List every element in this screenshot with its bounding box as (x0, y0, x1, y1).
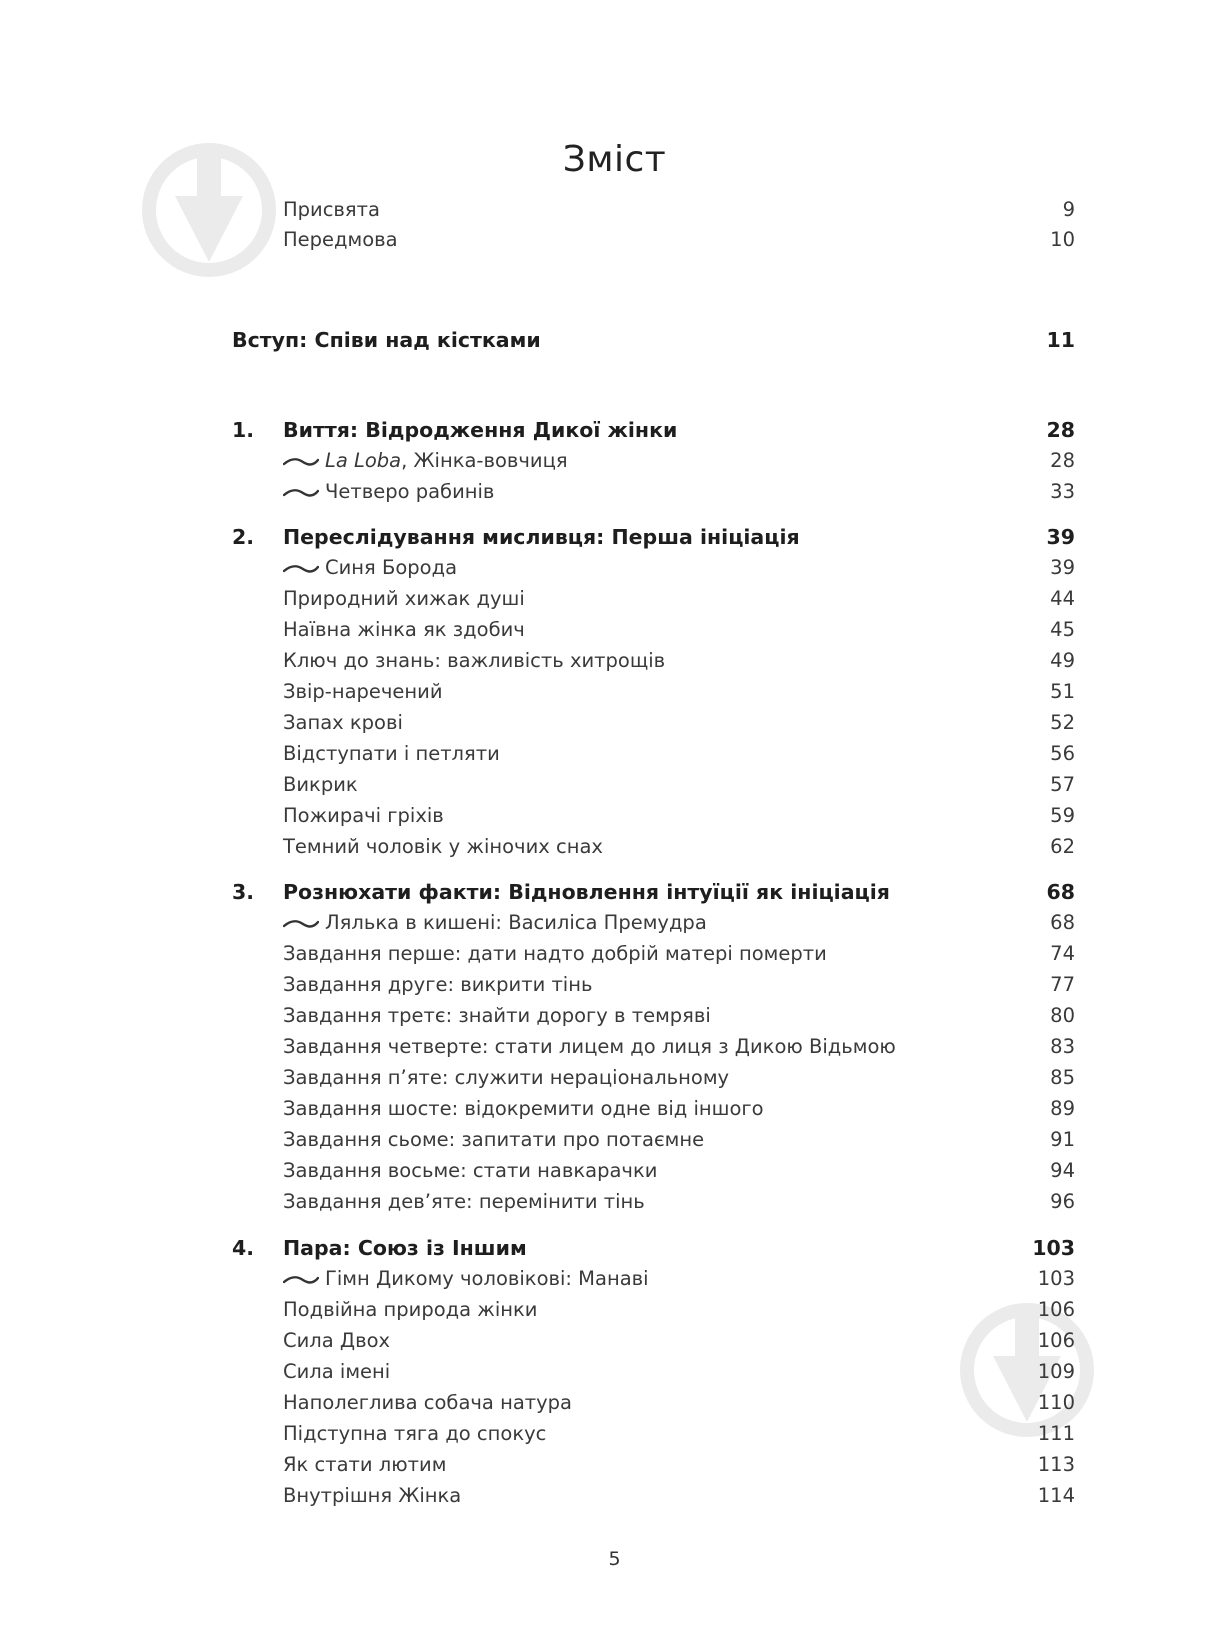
toc-section-entry (232, 1031, 1075, 1062)
entry-title (283, 1159, 1035, 1182)
entry-title-text: Запах крові (283, 711, 403, 735)
toc-story-entry (232, 445, 1075, 476)
toc-section-entry (232, 583, 1075, 614)
entry-page: 68 (1050, 911, 1075, 935)
toc-section-entry (232, 938, 1075, 969)
entry-title (283, 198, 1035, 221)
entry-title (283, 525, 1035, 549)
toc-section-entry (232, 1387, 1075, 1418)
entry-title (283, 480, 1035, 503)
toc-front-entry (232, 194, 1075, 225)
entry-page: 77 (1050, 973, 1075, 997)
entry-title-text: Завдання третє: знайти дорогу в темряві (283, 1004, 711, 1028)
story-tilde-icon (283, 564, 319, 574)
entry-page: 89 (1050, 1097, 1075, 1121)
entry-title (283, 942, 1035, 965)
entry-title (283, 1453, 1035, 1476)
entry-page: 103 (1037, 1267, 1075, 1291)
entry-page: 9 (1062, 197, 1075, 221)
entry-page: 39 (1050, 556, 1075, 580)
entry-title (283, 587, 1035, 610)
entry-title-text: Присвята (283, 197, 380, 221)
entry-page: 49 (1050, 649, 1075, 673)
entry-title (283, 1236, 1032, 1260)
entry-title (283, 1298, 1035, 1321)
entry-title (283, 228, 1035, 251)
entry-title (283, 649, 1035, 672)
entry-number: 1. (232, 418, 255, 442)
toc-section-entry (232, 645, 1075, 676)
entry-title-text: Наполеглива собача натура (283, 1391, 572, 1415)
toc-section-entry (232, 1124, 1075, 1155)
entry-title-text: Пожирачі гріхів (283, 804, 444, 828)
entry-title (283, 1128, 1035, 1151)
entry-page: 45 (1050, 618, 1075, 642)
entry-page: 28 (1046, 418, 1075, 442)
toc-section-entry (232, 769, 1075, 800)
entry-page: 106 (1037, 1329, 1075, 1353)
toc-section-entry (232, 1325, 1075, 1356)
toc-front-entry (232, 224, 1075, 255)
entry-title (283, 880, 1035, 904)
toc-story-entry (232, 1263, 1075, 1294)
entry-page: 85 (1050, 1066, 1075, 1090)
toc-section-entry (232, 1155, 1075, 1186)
entry-title-text: Завдання шосте: відокремити одне від іншого (283, 1097, 764, 1121)
toc-chapter-heading (232, 522, 1075, 553)
entry-title-text: Завдання п’яте: служити нераціональному (283, 1066, 730, 1090)
toc-section-entry (232, 1062, 1075, 1093)
toc-section-entry (232, 614, 1075, 645)
entry-title (283, 973, 1035, 996)
entry-title-text: Викрик (283, 773, 358, 797)
entry-title (283, 1267, 1035, 1290)
entry-page: 51 (1050, 680, 1075, 704)
entry-title-text: Завдання друге: викрити тінь (283, 973, 593, 997)
entry-page: 10 (1050, 228, 1075, 252)
toc-section-entry (232, 707, 1075, 738)
entry-title-text: Переслідування мисливця: Перша ініціація (283, 525, 800, 549)
toc-story-entry (232, 907, 1075, 938)
entry-page: 103 (1032, 1236, 1075, 1260)
toc-chapter-heading (232, 877, 1075, 908)
entry-title: Вступ: Співи над кістками (232, 328, 541, 352)
entry-page: 11 (1046, 328, 1075, 352)
story-tilde-icon (283, 457, 319, 467)
entry-title-text: Рознюхати факти: Відновлення інтуїції як ініціація (283, 880, 890, 904)
toc-section-entry (232, 1093, 1075, 1124)
entry-title (283, 804, 1035, 827)
entry-title-text: Завдання дев’яте: перемінити тінь (283, 1190, 645, 1213)
entry-title-text: Завдання сьоме: запитати про потаємне (283, 1128, 705, 1152)
entry-title (283, 742, 1035, 765)
entry-page: 109 (1037, 1360, 1075, 1384)
toc-story-entry (232, 552, 1075, 583)
story-tilde-icon (283, 919, 319, 929)
toc-section-entry (232, 1449, 1075, 1480)
entry-title-text: Передмова (283, 228, 398, 252)
entry-page: 110 (1037, 1391, 1075, 1415)
entry-page: 59 (1050, 804, 1075, 828)
entry-title-text: , Жінка-вовчиця (401, 449, 568, 473)
entry-page: 68 (1046, 880, 1075, 904)
story-tilde-icon (283, 488, 319, 498)
toc-section-entry (232, 1294, 1075, 1325)
entry-number: 3. (232, 880, 255, 904)
entry-title (283, 1391, 1035, 1414)
entry-number: 2. (232, 525, 255, 549)
entry-title (283, 1004, 1035, 1027)
entry-title (283, 449, 1035, 472)
entry-title (283, 1190, 1035, 1213)
entry-title (283, 556, 1035, 579)
entry-title (283, 711, 1035, 734)
entry-title-text: Виття: Відродження Дикої жінки (283, 418, 678, 442)
entry-title (283, 835, 1035, 858)
entry-title-text: Подвійна природа жінки (283, 1298, 538, 1322)
entry-page: 52 (1050, 711, 1075, 735)
entry-page: 106 (1037, 1298, 1075, 1322)
entry-title (283, 680, 1035, 703)
entry-title-text: Темний чоловік у жіночих снах (283, 835, 603, 858)
page-number: 5 (608, 1548, 621, 1570)
entry-title-text: Пара: Союз із Іншим (283, 1236, 527, 1260)
entry-title-text: Наївна жінка як здобич (283, 618, 525, 642)
entry-title-text: Завдання перше: дати надто добрій матері померти (283, 942, 827, 966)
toc-section-entry (232, 800, 1075, 831)
page-title: Зміст (562, 139, 667, 180)
entry-page: 74 (1050, 942, 1075, 966)
entry-title (283, 1422, 1035, 1445)
entry-title-italic: La Loba (325, 449, 402, 473)
entry-title-text: Внутрішня Жінка (283, 1484, 462, 1508)
entry-page: 91 (1050, 1128, 1075, 1152)
toc-chapter-heading (232, 1233, 1075, 1264)
story-tilde-icon (283, 1275, 319, 1285)
entry-title-text: Сила імені (283, 1360, 391, 1384)
entry-title-text: Гімн Дикому чоловікові: Манаві (325, 1267, 649, 1291)
entry-title-text: Природний хижак душі (283, 587, 525, 611)
entry-page: 62 (1050, 835, 1075, 858)
entry-page: 113 (1037, 1453, 1075, 1477)
toc-section-entry (232, 738, 1075, 769)
entry-page: 114 (1037, 1484, 1075, 1508)
entry-page: 96 (1050, 1190, 1075, 1213)
toc-section-entry (232, 1356, 1075, 1387)
entry-title-text: Четверо рабинів (325, 480, 495, 504)
entry-title-text: Як стати лютим (283, 1453, 447, 1477)
entry-page: 28 (1050, 449, 1075, 473)
entry-number: 4. (232, 1236, 255, 1260)
toc-section-entry (232, 1480, 1075, 1511)
entry-title-text: Відступати і петляти (283, 742, 500, 766)
entry-page: 111 (1037, 1422, 1075, 1446)
entry-title-text: Завдання восьме: стати навкарачки (283, 1159, 658, 1183)
entry-title (283, 773, 1035, 796)
entry-page: 83 (1050, 1035, 1075, 1059)
entry-page: 57 (1050, 773, 1075, 797)
entry-title (283, 1097, 1035, 1120)
toc-intro-entry (232, 325, 1075, 356)
entry-title-text: Сила Двох (283, 1329, 391, 1353)
entry-title (283, 418, 1035, 442)
entry-title (283, 1066, 1035, 1089)
toc-section-entry (232, 1418, 1075, 1449)
entry-title-text: Синя Борода (325, 556, 458, 580)
toc-section-entry (232, 1186, 1075, 1217)
entry-title (283, 1329, 1035, 1352)
entry-page: 56 (1050, 742, 1075, 766)
entry-title-text: Завдання четверте: стати лицем до лиця з Дикою Відьмою (283, 1035, 896, 1059)
entry-title-text: Ключ до знань: важливість хитрощів (283, 649, 666, 673)
toc-section-entry (232, 1000, 1075, 1031)
entry-title (283, 1035, 1035, 1058)
entry-title (283, 911, 1035, 934)
toc-story-entry (232, 476, 1075, 507)
entry-title (283, 1360, 1035, 1383)
entry-page: 80 (1050, 1004, 1075, 1028)
entry-title-text: Лялька в кишені: Василіса Премудра (325, 911, 707, 935)
toc-section-entry (232, 831, 1075, 862)
toc-section-entry (232, 969, 1075, 1000)
entry-page: 33 (1050, 480, 1075, 504)
entry-title-text: Підступна тяга до спокус (283, 1422, 547, 1446)
entry-page: 44 (1050, 587, 1075, 611)
entry-title-text: Звір-наречений (283, 680, 443, 704)
entry-page: 94 (1050, 1159, 1075, 1183)
toc-section-entry (232, 676, 1075, 707)
entry-title (283, 618, 1035, 641)
toc-chapter-heading (232, 415, 1075, 446)
entry-title (283, 1484, 1035, 1507)
entry-page: 39 (1046, 525, 1075, 549)
